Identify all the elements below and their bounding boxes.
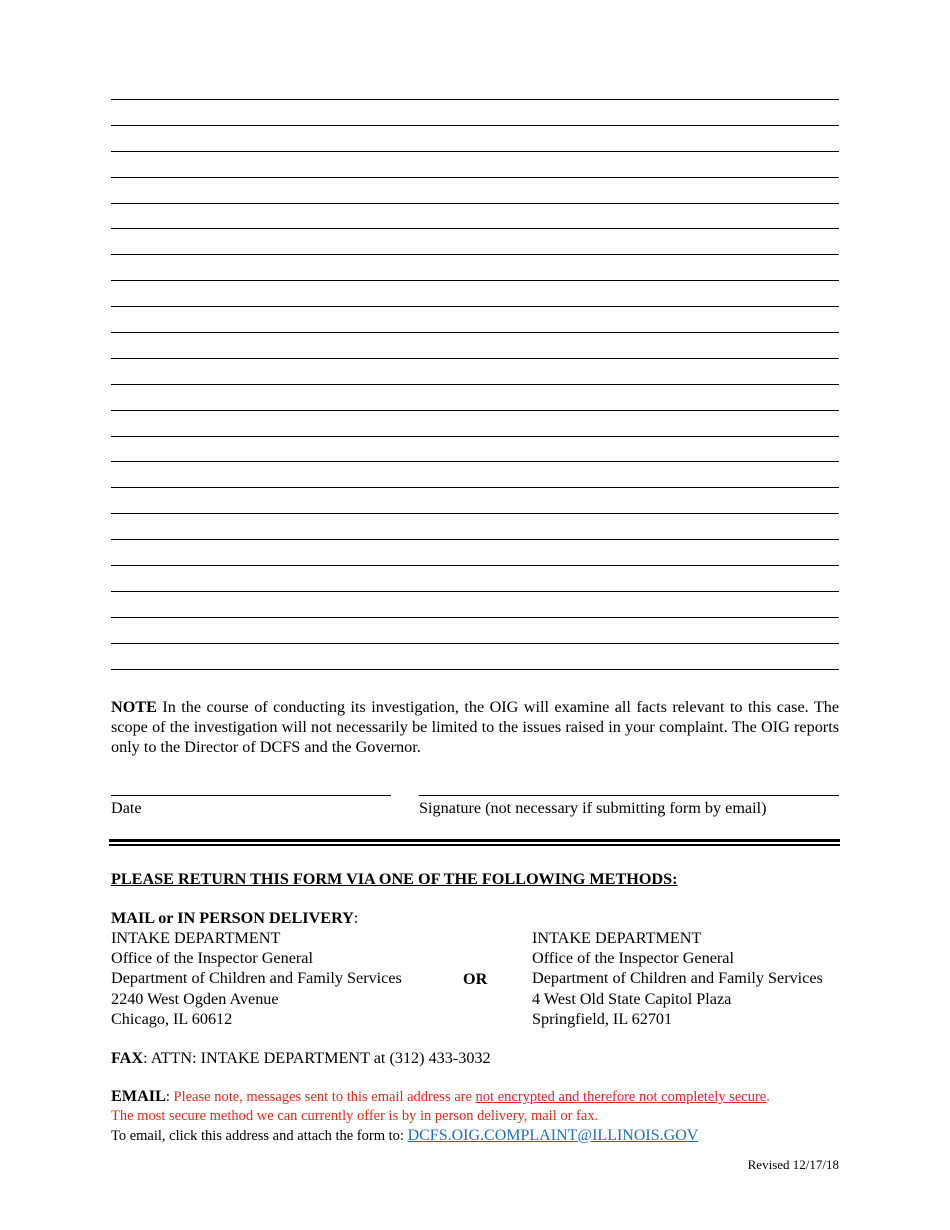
writing-line	[111, 487, 839, 488]
writing-line	[111, 539, 839, 540]
writing-line	[111, 151, 839, 152]
investigation-note	[111, 697, 839, 758]
fax-info	[111, 1048, 491, 1068]
section-divider	[109, 839, 840, 846]
address-city: Chicago, IL 60612	[111, 1009, 233, 1028]
writing-line	[111, 461, 839, 462]
writing-line	[111, 410, 839, 411]
address-street: 2240 West Ogden Avenue	[111, 989, 279, 1008]
writing-line	[111, 436, 839, 437]
writing-line	[111, 203, 839, 204]
email-label: EMAIL	[111, 1087, 166, 1105]
mail-label: MAIL or IN PERSON DELIVERY	[111, 909, 354, 927]
mail-colon: :	[353, 909, 359, 927]
email-info	[111, 1087, 841, 1146]
revised-date: Revised 12/17/18	[747, 1157, 839, 1172]
signature-field[interactable]	[419, 795, 839, 796]
address-dept: INTAKE DEPARTMENT	[532, 929, 702, 947]
fax-text: : ATTN: INTAKE DEPARTMENT at (312) 433-3032	[143, 1049, 491, 1067]
writing-line	[111, 358, 839, 359]
email-instruction: To email, click this address and attach the form to:	[111, 1128, 408, 1144]
or-label: OR	[463, 970, 488, 988]
address-agency: Department of Children and Family Services	[532, 969, 823, 988]
email-secure-method: The most secure method we can currently offer is by in person delivery, mail or fax.	[111, 1108, 599, 1124]
address-street: 4 West Old State Capitol Plaza	[532, 989, 732, 1008]
return-heading: PLEASE RETURN THIS FORM VIA ONE OF THE FOLLOWING METHODS:	[111, 870, 678, 888]
address-dept: INTAKE DEPARTMENT	[111, 929, 281, 947]
date-label: Date	[111, 799, 142, 817]
address-agency: Department of Children and Family Services	[111, 969, 402, 988]
writing-line	[111, 643, 839, 644]
writing-line	[111, 591, 839, 592]
email-warning-line	[111, 1087, 841, 1107]
address-office: Office of the Inspector General	[111, 949, 313, 968]
writing-line	[111, 513, 839, 514]
mail-heading	[111, 908, 358, 928]
writing-lines[interactable]	[111, 99, 839, 694]
writing-line	[111, 669, 839, 670]
writing-line	[111, 99, 839, 100]
fax-label: FAX	[111, 1049, 144, 1067]
writing-line	[111, 177, 839, 178]
note-label: NOTE	[111, 698, 157, 716]
writing-line	[111, 617, 839, 618]
email-warning: Please note, messages sent to this email address are not encrypted and therefore not completely secure.	[173, 1089, 770, 1105]
springfield-address	[532, 928, 823, 1029]
chicago-address	[111, 928, 402, 1029]
email-colon: :	[165, 1089, 174, 1105]
writing-line	[111, 306, 839, 307]
email-address-link[interactable]: DCFS.OIG.COMPLAINT@ILLINOIS.GOV	[407, 1127, 699, 1144]
address-office: Office of the Inspector General	[532, 949, 734, 968]
address-city: Springfield, IL 62701	[532, 1009, 673, 1028]
writing-line	[111, 125, 839, 126]
writing-line	[111, 280, 839, 281]
writing-line	[111, 228, 839, 229]
date-field[interactable]	[111, 795, 391, 796]
writing-line	[111, 565, 839, 566]
signature-label: Signature (not necessary if submitting form by email)	[419, 799, 767, 817]
note-text: In the course of conducting its investigation, the OIG will examine all facts relevant to this case. The scope of the investigation will not necessarily be limited to the issues raised in your complaint. The OIG reports only to the Director of DCFS and the Governor.	[111, 698, 840, 757]
email-instruction-line	[111, 1126, 841, 1146]
writing-line	[111, 254, 839, 255]
email-warning-underlined: not encrypted and therefore not completely secure	[475, 1089, 767, 1105]
writing-line	[111, 384, 839, 385]
writing-line	[111, 332, 839, 333]
